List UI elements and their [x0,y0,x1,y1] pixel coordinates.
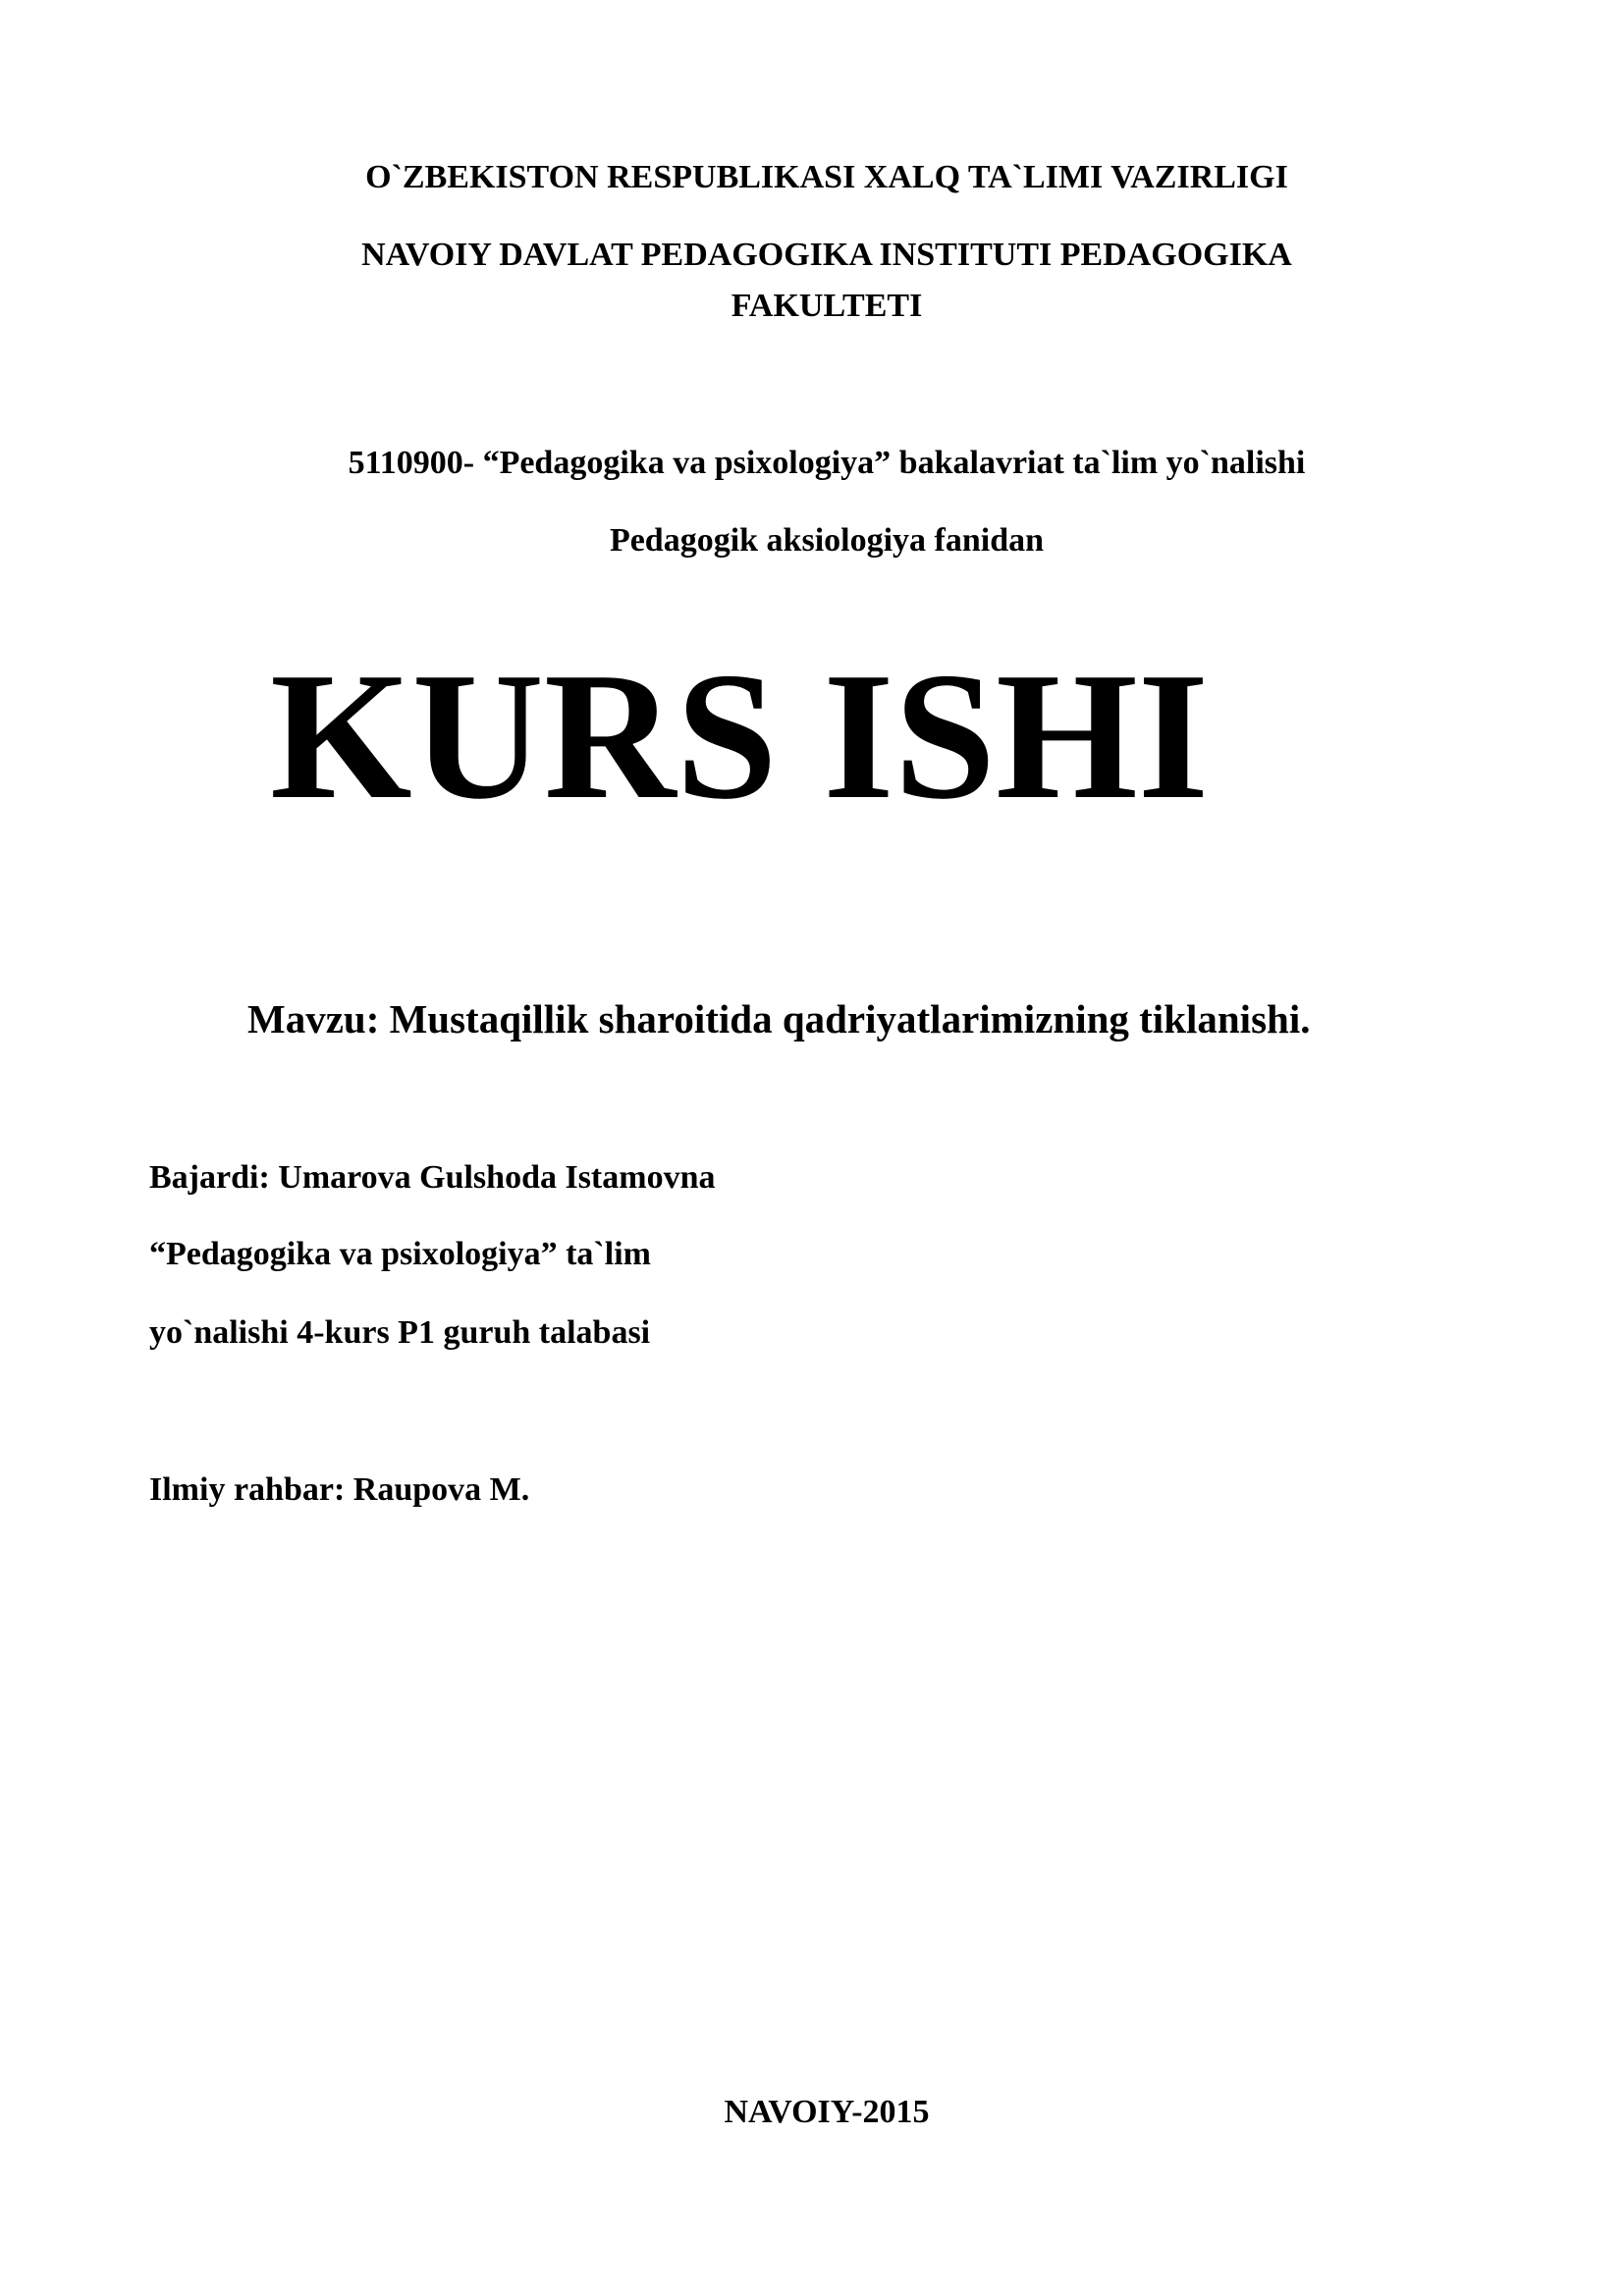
author-direction-line1: “Pedagogika va psixologiya” ta`lim [149,1236,651,1272]
institute-heading-line2: FAKULTETI [731,288,923,324]
author-line: Bajardi: Umarova Gulshoda Istamovna [149,1159,716,1196]
subject-line: Pedagogik aksiologiya fanidan [609,522,1045,559]
city-year-footer: NAVOIY-2015 [724,2094,930,2130]
program-line: 5110900- “Pedagogika va psixologiya” bakalavriat ta`lim yo`nalishi [348,445,1306,481]
author-direction-line2: yo`nalishi 4-kurs P1 guruh talabasi [149,1314,651,1351]
institute-heading-line1: NAVOIY DAVLAT PEDAGOGIKA INSTITUTI PEDAGOGIKA [361,237,1292,273]
supervisor-line: Ilmiy rahbar: Raupova M. [149,1471,530,1508]
ministry-heading: O`ZBEKISTON RESPUBLIKASI XALQ TA`LIMI VAZIRLIGI [365,159,1288,195]
topic-line: Mavzu: Mustaqillik sharoitida qadriyatlarimizning tiklanishi. [247,996,1311,1041]
document-type-title: KURS ISHI [270,635,1210,837]
